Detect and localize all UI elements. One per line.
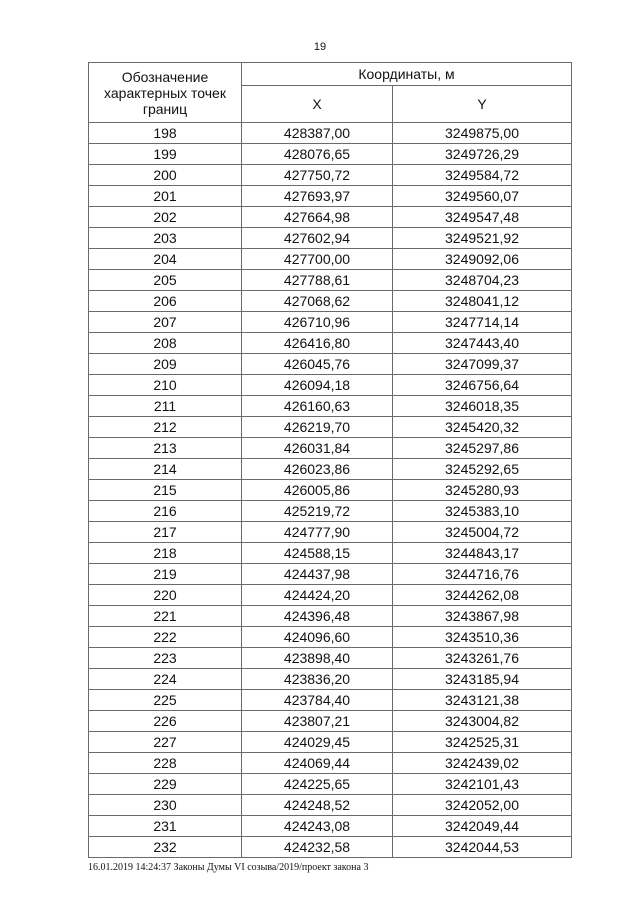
x-coordinate-cell: 427664,98 — [242, 207, 393, 228]
y-coordinate-cell: 3242044,53 — [393, 837, 572, 858]
table-row — [89, 396, 572, 417]
y-coordinate-cell: 3244716,76 — [393, 564, 572, 585]
table-row — [89, 165, 572, 186]
table-row — [89, 564, 572, 585]
y-coordinate-cell: 3249521,92 — [393, 228, 572, 249]
point-number-cell: 200 — [89, 165, 242, 186]
y-coordinate-cell: 3243867,98 — [393, 606, 572, 627]
table-row — [89, 438, 572, 459]
x-coordinate-cell: 427700,00 — [242, 249, 393, 270]
table-row — [89, 627, 572, 648]
x-coordinate-cell: 427602,94 — [242, 228, 393, 249]
document-footer: 16.01.2019 14:24:37 Законы Думы VI созыва/2019/проект закона 3 — [88, 862, 369, 873]
point-number-cell: 229 — [89, 774, 242, 795]
point-number-cell: 208 — [89, 333, 242, 354]
table-row — [89, 375, 572, 396]
x-coordinate-cell: 423784,40 — [242, 690, 393, 711]
y-coordinate-cell: 3243004,82 — [393, 711, 572, 732]
x-coordinate-cell: 426160,63 — [242, 396, 393, 417]
point-number-cell: 220 — [89, 585, 242, 606]
point-designation-header: Обозначение характерных точек границ — [89, 63, 242, 123]
point-number-cell: 202 — [89, 207, 242, 228]
coordinates-header: Координаты, м — [242, 63, 572, 86]
y-coordinate-cell: 3247714,14 — [393, 312, 572, 333]
x-coordinate-cell: 428387,00 — [242, 123, 393, 144]
table-row — [89, 501, 572, 522]
table-row — [89, 207, 572, 228]
y-coordinate-cell: 3245292,65 — [393, 459, 572, 480]
point-number-cell: 231 — [89, 816, 242, 837]
point-number-cell: 209 — [89, 354, 242, 375]
table-row — [89, 354, 572, 375]
point-number-cell: 205 — [89, 270, 242, 291]
point-number-cell: 222 — [89, 627, 242, 648]
y-coordinate-cell: 3242052,00 — [393, 795, 572, 816]
y-column-header: Y — [393, 86, 572, 123]
point-number-cell: 216 — [89, 501, 242, 522]
point-number-cell: 230 — [89, 795, 242, 816]
point-number-cell: 226 — [89, 711, 242, 732]
table-row — [89, 249, 572, 270]
point-number-cell: 201 — [89, 186, 242, 207]
y-coordinate-cell: 3242101,43 — [393, 774, 572, 795]
point-number-cell: 221 — [89, 606, 242, 627]
point-number-cell: 210 — [89, 375, 242, 396]
point-number-cell: 215 — [89, 480, 242, 501]
y-coordinate-cell: 3247099,37 — [393, 354, 572, 375]
table-body — [89, 123, 572, 858]
x-coordinate-cell: 426005,86 — [242, 480, 393, 501]
point-number-cell: 212 — [89, 417, 242, 438]
y-coordinate-cell: 3243185,94 — [393, 669, 572, 690]
y-coordinate-cell: 3245280,93 — [393, 480, 572, 501]
point-number-cell: 219 — [89, 564, 242, 585]
table-header — [89, 63, 572, 123]
x-coordinate-cell: 424069,44 — [242, 753, 393, 774]
table-row — [89, 774, 572, 795]
point-number-cell: 225 — [89, 690, 242, 711]
table-row — [89, 522, 572, 543]
point-number-cell: 224 — [89, 669, 242, 690]
table-row — [89, 291, 572, 312]
table-row — [89, 732, 572, 753]
x-coordinate-cell: 424396,48 — [242, 606, 393, 627]
x-coordinate-cell: 426045,76 — [242, 354, 393, 375]
table-row — [89, 333, 572, 354]
y-coordinate-cell: 3246756,64 — [393, 375, 572, 396]
table-row — [89, 543, 572, 564]
x-coordinate-cell: 423898,40 — [242, 648, 393, 669]
table-row — [89, 690, 572, 711]
x-coordinate-cell: 426710,96 — [242, 312, 393, 333]
table-row — [89, 144, 572, 165]
x-coordinate-cell: 428076,65 — [242, 144, 393, 165]
point-number-cell: 217 — [89, 522, 242, 543]
y-coordinate-cell: 3249584,72 — [393, 165, 572, 186]
y-coordinate-cell: 3247443,40 — [393, 333, 572, 354]
x-coordinate-cell: 424232,58 — [242, 837, 393, 858]
x-coordinate-cell: 424248,52 — [242, 795, 393, 816]
table-row — [89, 270, 572, 291]
table-row — [89, 186, 572, 207]
x-coordinate-cell: 426031,84 — [242, 438, 393, 459]
point-number-cell: 227 — [89, 732, 242, 753]
x-coordinate-cell: 424437,98 — [242, 564, 393, 585]
table-row — [89, 312, 572, 333]
x-coordinate-cell: 424243,08 — [242, 816, 393, 837]
y-coordinate-cell: 3244843,17 — [393, 543, 572, 564]
table-row — [89, 753, 572, 774]
point-number-cell: 203 — [89, 228, 242, 249]
x-coordinate-cell: 427693,97 — [242, 186, 393, 207]
point-number-cell: 207 — [89, 312, 242, 333]
point-number-cell: 214 — [89, 459, 242, 480]
y-coordinate-cell: 3245383,10 — [393, 501, 572, 522]
table-row — [89, 669, 572, 690]
table-row — [89, 417, 572, 438]
x-coordinate-cell: 426094,18 — [242, 375, 393, 396]
x-coordinate-cell: 427068,62 — [242, 291, 393, 312]
table-row — [89, 123, 572, 144]
x-coordinate-cell: 427788,61 — [242, 270, 393, 291]
y-coordinate-cell: 3248704,23 — [393, 270, 572, 291]
y-coordinate-cell: 3249726,29 — [393, 144, 572, 165]
point-number-cell: 199 — [89, 144, 242, 165]
x-coordinate-cell: 424777,90 — [242, 522, 393, 543]
x-coordinate-cell: 425219,72 — [242, 501, 393, 522]
x-coordinate-cell: 424029,45 — [242, 732, 393, 753]
x-coordinate-cell: 426219,70 — [242, 417, 393, 438]
y-coordinate-cell: 3245420,32 — [393, 417, 572, 438]
point-number-cell: 223 — [89, 648, 242, 669]
x-coordinate-cell: 423836,20 — [242, 669, 393, 690]
point-number-cell: 204 — [89, 249, 242, 270]
point-number-cell: 206 — [89, 291, 242, 312]
x-column-header: X — [242, 86, 393, 123]
x-coordinate-cell: 427750,72 — [242, 165, 393, 186]
y-coordinate-cell: 3249092,06 — [393, 249, 572, 270]
table-row — [89, 711, 572, 732]
table-row — [89, 816, 572, 837]
y-coordinate-cell: 3242439,02 — [393, 753, 572, 774]
y-coordinate-cell: 3249875,00 — [393, 123, 572, 144]
y-coordinate-cell: 3243121,38 — [393, 690, 572, 711]
point-number-cell: 198 — [89, 123, 242, 144]
table-row — [89, 585, 572, 606]
y-coordinate-cell: 3242049,44 — [393, 816, 572, 837]
y-coordinate-cell: 3245004,72 — [393, 522, 572, 543]
table-row — [89, 480, 572, 501]
point-number-cell: 228 — [89, 753, 242, 774]
y-coordinate-cell: 3249547,48 — [393, 207, 572, 228]
y-coordinate-cell: 3249560,07 — [393, 186, 572, 207]
y-coordinate-cell: 3244262,08 — [393, 585, 572, 606]
table-row — [89, 648, 572, 669]
x-coordinate-cell: 426416,80 — [242, 333, 393, 354]
y-coordinate-cell: 3242525,31 — [393, 732, 572, 753]
y-coordinate-cell: 3248041,12 — [393, 291, 572, 312]
x-coordinate-cell: 424225,65 — [242, 774, 393, 795]
coordinates-table — [88, 62, 572, 858]
table-row — [89, 837, 572, 858]
point-number-cell: 213 — [89, 438, 242, 459]
y-coordinate-cell: 3245297,86 — [393, 438, 572, 459]
y-coordinate-cell: 3243261,76 — [393, 648, 572, 669]
x-coordinate-cell: 424588,15 — [242, 543, 393, 564]
table-row — [89, 459, 572, 480]
page-number: 19 — [313, 41, 327, 53]
x-coordinate-cell: 423807,21 — [242, 711, 393, 732]
table-row — [89, 795, 572, 816]
table-row — [89, 606, 572, 627]
x-coordinate-cell: 424096,60 — [242, 627, 393, 648]
point-number-cell: 218 — [89, 543, 242, 564]
y-coordinate-cell: 3243510,36 — [393, 627, 572, 648]
table-row — [89, 228, 572, 249]
point-number-cell: 232 — [89, 837, 242, 858]
x-coordinate-cell: 426023,86 — [242, 459, 393, 480]
x-coordinate-cell: 424424,20 — [242, 585, 393, 606]
point-number-cell: 211 — [89, 396, 242, 417]
y-coordinate-cell: 3246018,35 — [393, 396, 572, 417]
